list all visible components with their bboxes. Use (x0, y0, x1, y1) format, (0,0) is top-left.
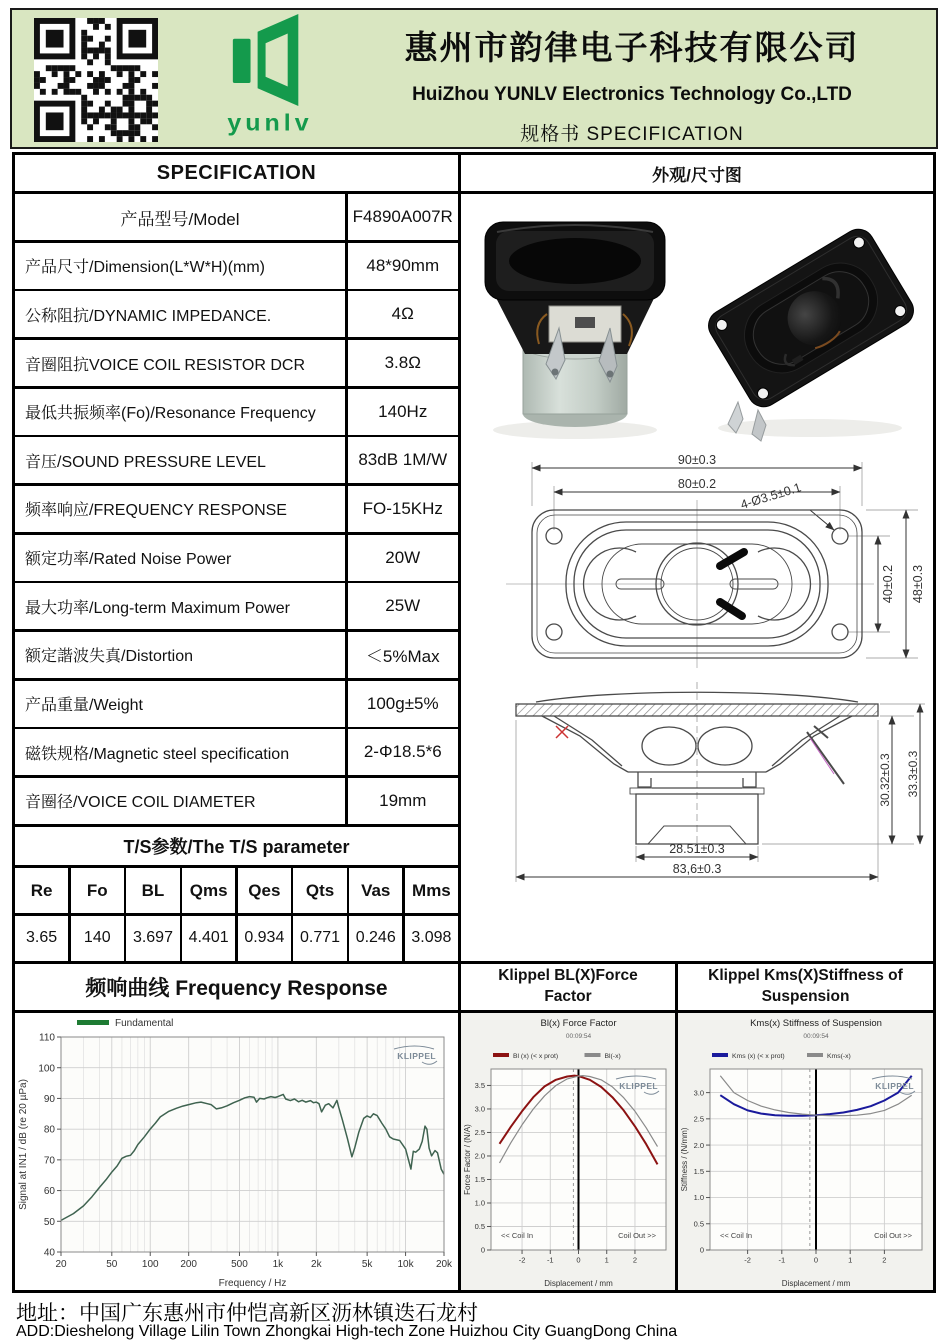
svg-text:200: 200 (180, 1259, 198, 1270)
bl-title-line2: Factor (544, 988, 592, 1005)
appearance-section-title: 外观/尺寸图 (461, 155, 933, 191)
svg-text:Coil Out >>: Coil Out >> (874, 1231, 912, 1240)
svg-text:Bl(-x): Bl(-x) (604, 1053, 621, 1060)
kms-chart-svg (678, 1013, 933, 1290)
svg-text:5k: 5k (361, 1259, 373, 1270)
spec-row-label: 产品重量/Weight (15, 681, 345, 727)
ts-value-cell: 0.934 (238, 916, 291, 962)
svg-text:0: 0 (576, 1255, 581, 1265)
spec-row-value: 3.8Ω (348, 340, 459, 386)
svg-text:Stiffness / (N/mm): Stiffness / (N/mm) (680, 1127, 689, 1192)
address-en: ADD:Dieshelong Village Lilin Town Zhongkai High-tech Zone Huizhou City GuangDong China (16, 1323, 678, 1340)
address-cn: 地址：中国广东惠州市仲恺高新区沥林镇迭石龙村 (16, 1302, 478, 1325)
svg-text:70: 70 (43, 1155, 55, 1167)
bl-chart-svg (461, 1013, 675, 1290)
spec-row-label: 音压/SOUND PRESSURE LEVEL (15, 437, 345, 483)
spec-row-label: 产品尺寸/Dimension(L*W*H)(mm) (15, 243, 345, 289)
bl-title-line1: Klippel BL(X)Force (498, 967, 638, 985)
ts-header-cell: Qes (238, 868, 291, 913)
ts-value-cell: 140 (71, 916, 124, 962)
kms-title-line1: Klippel Kms(X)Stiffness of (708, 967, 903, 985)
spec-row-label: 音圈阻抗VOICE COIL RESISTOR DCR (15, 340, 345, 386)
product-photos (461, 196, 933, 448)
svg-text:KLIPPEL: KLIPPEL (397, 1051, 436, 1061)
svg-text:2.0: 2.0 (474, 1151, 485, 1161)
svg-text:90±0.3: 90±0.3 (677, 453, 717, 467)
svg-text:2.0: 2.0 (693, 1140, 704, 1150)
svg-text:Coil Out >>: Coil Out >> (618, 1231, 656, 1240)
svg-text:0.5: 0.5 (474, 1222, 485, 1232)
spec-row-label: 额定諧波失真/Distortion (15, 632, 345, 678)
svg-text:90: 90 (43, 1094, 55, 1106)
spec-row-value: 19mm (348, 778, 459, 824)
svg-text:1: 1 (848, 1255, 853, 1265)
svg-text:Fundamental: Fundamental (115, 1018, 174, 1029)
kms-title-line2: Suspension (761, 988, 850, 1005)
frequency-response-chart-svg (15, 1013, 458, 1290)
ts-header-cell: BL (126, 868, 179, 913)
speaker-logo-icon (221, 14, 319, 106)
svg-text:00:09:54: 00:09:54 (803, 1033, 829, 1040)
svg-text:2.5: 2.5 (474, 1128, 485, 1138)
svg-text:2k: 2k (311, 1259, 322, 1270)
spec-row-value: ＜5%Max (348, 632, 459, 678)
ts-value-row (15, 916, 458, 962)
bl-section-title (461, 964, 675, 1010)
document-type-label: 规格书 SPECIFICATION (520, 124, 744, 145)
svg-text:00:09:54: 00:09:54 (565, 1033, 592, 1040)
appearance-content (461, 194, 933, 961)
svg-text:0.5: 0.5 (693, 1219, 704, 1229)
svg-text:3.0: 3.0 (693, 1088, 704, 1098)
spec-section-title: SPECIFICATION (15, 155, 458, 191)
product-photo-side-view (463, 196, 688, 448)
svg-text:48±0.3: 48±0.3 (911, 564, 925, 604)
svg-text:Bl (x) (< x prot): Bl (x) (< x prot) (513, 1053, 559, 1060)
frequency-response-chart (15, 1013, 458, 1290)
svg-text:Displacement / mm: Displacement / mm (781, 1279, 851, 1288)
svg-text:500: 500 (231, 1259, 248, 1270)
ts-header-cell: Qts (293, 868, 346, 913)
svg-text:110: 110 (39, 1032, 55, 1044)
svg-text:28.51±0.3: 28.51±0.3 (669, 842, 725, 856)
ts-header-cell: Mms (405, 868, 458, 913)
spec-row-label: 音圈径/VOICE COIL DIAMETER (15, 778, 345, 824)
svg-text:1: 1 (604, 1255, 609, 1265)
svg-text:0: 0 (699, 1245, 704, 1255)
svg-text:50: 50 (106, 1259, 118, 1270)
spec-row-value: 140Hz (348, 389, 459, 435)
svg-text:Kms(-x): Kms(-x) (827, 1053, 851, 1060)
svg-text:1.0: 1.0 (693, 1193, 704, 1203)
ts-header-cell: Vas (349, 868, 402, 913)
company-name-cn: 惠州市韵律电子科技有限公司 (404, 31, 860, 67)
svg-text:83,6±0.3: 83,6±0.3 (672, 862, 722, 876)
svg-text:Force Factor / (N/A): Force Factor / (N/A) (463, 1124, 472, 1195)
svg-text:30.32±0.3: 30.32±0.3 (878, 753, 892, 807)
spec-row-value: 83dB 1M/W (348, 437, 459, 483)
spec-row-label: 产品型号/Model (15, 194, 345, 240)
svg-text:20: 20 (55, 1259, 67, 1270)
svg-text:4-Ø3.5±0.1: 4-Ø3.5±0.1 (738, 480, 803, 512)
svg-text:Signal at IN1 / dB (re 20 µPa): Signal at IN1 / dB (re 20 µPa) (18, 1079, 29, 1210)
spec-row-label: 公称阻抗/DYNAMIC IMPEDANCE. (15, 291, 345, 337)
bl-force-factor-chart (461, 1013, 675, 1290)
svg-text:0: 0 (480, 1245, 485, 1255)
svg-text:80±0.2: 80±0.2 (677, 477, 717, 491)
svg-text:60: 60 (43, 1186, 55, 1198)
spec-row-value: FO-15KHz (348, 486, 459, 532)
svg-text:KLIPPEL: KLIPPEL (875, 1081, 914, 1091)
ts-value-cell: 3.098 (405, 916, 458, 962)
svg-text:50: 50 (43, 1216, 55, 1228)
ts-header-cell: Fo (71, 868, 124, 913)
document-header (10, 8, 938, 149)
spec-row-value: 25W (348, 583, 459, 629)
svg-text:KLIPPEL: KLIPPEL (619, 1081, 658, 1091)
ts-header-cell: Re (15, 868, 68, 913)
spec-row-value: F4890A007R (348, 194, 459, 240)
svg-text:Frequency / Hz: Frequency / Hz (218, 1278, 287, 1289)
spec-row-label: 额定功率/Rated Noise Power (15, 535, 345, 581)
svg-text:2.5: 2.5 (693, 1114, 704, 1124)
brand-logo (210, 14, 330, 136)
dimension-drawing-side-view (462, 676, 932, 895)
svg-text:1.5: 1.5 (693, 1167, 704, 1177)
svg-text:-1: -1 (546, 1255, 554, 1265)
svg-text:33.3±0.3: 33.3±0.3 (906, 750, 920, 798)
svg-text:-2: -2 (518, 1255, 526, 1265)
spec-table (15, 194, 458, 824)
svg-text:1.5: 1.5 (474, 1175, 485, 1185)
svg-text:3.5: 3.5 (474, 1081, 485, 1091)
ts-section-title: T/S参数/The T/S parameter (15, 827, 458, 865)
svg-text:Kms (x) (< x prot): Kms (x) (< x prot) (732, 1053, 785, 1060)
svg-text:100: 100 (141, 1259, 159, 1270)
spec-row-value: 100g±5% (348, 681, 459, 727)
kms-section-title (678, 964, 933, 1010)
company-name-en: HuiZhou YUNLV Electronics Technology Co.,LTD (412, 84, 852, 105)
spec-row-value: 20W (348, 535, 459, 581)
svg-text:10k: 10k (397, 1259, 414, 1270)
svg-text:20k: 20k (435, 1259, 453, 1270)
svg-text:Displacement / mm: Displacement / mm (544, 1279, 613, 1288)
dimension-drawing-top-view (462, 452, 932, 679)
ts-header-cell: Qms (182, 868, 235, 913)
spec-row-label: 最低共振频率(Fo)/Resonance Frequency (15, 389, 345, 435)
svg-text:0: 0 (813, 1255, 819, 1265)
spec-row-value: 4Ω (348, 291, 459, 337)
svg-text:-1: -1 (778, 1255, 786, 1265)
svg-text:Kms(x) Stiffness of Suspension: Kms(x) Stiffness of Suspension (750, 1018, 882, 1029)
spec-row-value: 2-Φ18.5*6 (348, 729, 459, 775)
svg-text:<< Coil In: << Coil In (720, 1231, 753, 1240)
spec-row-label: 频率响应/FREQUENCY RESPONSE (15, 486, 345, 532)
header-titles (342, 22, 922, 146)
svg-text:100: 100 (38, 1063, 55, 1075)
ts-header-row (15, 868, 458, 913)
svg-text:2: 2 (882, 1255, 887, 1265)
main-table (12, 152, 936, 1293)
spec-row-label: 最大功率/Long-term Maximum Power (15, 583, 345, 629)
brand-logo-text: yunlv (227, 110, 313, 136)
svg-text:2: 2 (632, 1255, 638, 1265)
svg-text:3.0: 3.0 (474, 1104, 485, 1114)
ts-value-cell: 3.65 (15, 916, 68, 962)
kms-stiffness-chart (678, 1013, 933, 1290)
svg-text:80: 80 (43, 1124, 55, 1136)
svg-text:Bl(x) Force Factor: Bl(x) Force Factor (540, 1018, 617, 1029)
qr-code-icon (34, 18, 158, 142)
frequency-response-title: 频响曲线 Frequency Response (15, 964, 458, 1010)
svg-text:<< Coil In: << Coil In (501, 1231, 534, 1240)
spec-row-value: 48*90mm (348, 243, 459, 289)
ts-value-cell: 4.401 (182, 916, 235, 962)
product-photo-front-view (692, 196, 932, 448)
ts-value-cell: 0.246 (349, 916, 402, 962)
svg-text:-2: -2 (744, 1255, 751, 1265)
svg-text:1.0: 1.0 (474, 1198, 485, 1208)
ts-value-cell: 3.697 (126, 916, 179, 962)
svg-text:40±0.2: 40±0.2 (881, 564, 895, 604)
spec-row-label: 磁铁规格/Magnetic steel specification (15, 729, 345, 775)
svg-text:1k: 1k (272, 1259, 284, 1270)
svg-text:40: 40 (43, 1247, 55, 1259)
ts-value-cell: 0.771 (293, 916, 346, 962)
